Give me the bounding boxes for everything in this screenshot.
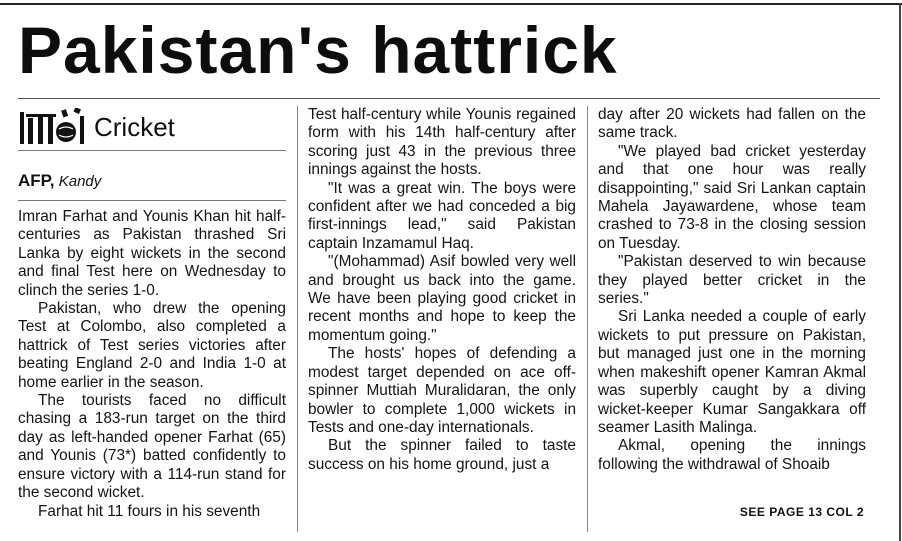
byline — [18, 170, 101, 193]
headline: Pakistan's hattrick — [18, 13, 618, 87]
byline-place: Kandy — [58, 173, 102, 190]
page-right-border — [899, 3, 901, 541]
paragraph: "Pakistan deserved to win because they played better cricket in the series." — [598, 253, 866, 308]
page-top-border — [0, 3, 902, 5]
paragraph: Farhat hit 11 fours in his seventh — [38, 502, 261, 520]
paragraph: Akmal, opening the innings following the withdrawal of Shoaib — [598, 437, 866, 473]
paragraph: "(Mohammad) Asif bowled very well and brought us back into the game. We have been playing good cricket in recent months and hope to keep the momentum going." — [308, 253, 576, 344]
section-label: Cricket — [94, 112, 175, 142]
column-divider — [587, 106, 588, 532]
paragraph: Test half-century while Younis regained form with his 14th half-century after scoring just 43 in the previous three innings against the hosts. — [308, 106, 576, 179]
paragraph: But the spinner failed to taste success on his home ground, just a — [308, 437, 576, 473]
headline-rule — [18, 98, 880, 99]
byline-rule — [18, 200, 286, 201]
byline-agency: AFP, — [18, 171, 55, 190]
cricket-stumps-icon — [18, 108, 88, 146]
paragraph: The tourists faced no difficult chasing a 183-run target on the third day as left-handed opener Farhat (65) and Younis (73*) batted confidently to ensure victory with a 114-run stand for the second wicket. — [18, 392, 286, 502]
article-column-2 — [308, 106, 576, 474]
article-column-1 — [18, 208, 286, 521]
paragraph: "It was a great win. The boys were confident after we had conceded a big first-innings lead," said Pakistan captain Inzamamul Haq. — [308, 179, 576, 252]
article-column-3 — [598, 106, 866, 474]
paragraph: Sri Lanka needed a couple of early wickets to put pressure on Pakistan, but managed just one in the morning when makeshift opener Kamran Akmal was superbly caught by a diving wicket-keeper Kumar Sangakkara off seamer Lasith Malinga. — [598, 308, 866, 436]
paragraph: day after 20 wickets had fallen on the same track. — [598, 106, 866, 142]
section-header — [18, 108, 286, 148]
paragraph: "We played bad cricket yesterday and that one hour was really disappointing," said Sri Lankan captain Mahela Jayawardene, whose team crashed to 73-8 in the closing session on Tuesday. — [598, 142, 866, 252]
section-rule — [18, 150, 286, 151]
continued-on-page: SEE PAGE 13 COL 2 — [739, 505, 864, 519]
paragraph: Imran Farhat and Younis Khan hit half-centuries as Pakistan thrashed Sri Lanka by eight wickets in the second and final Test here on Wednesday to clinch the series 1-0. — [18, 208, 286, 299]
paragraph: Pakistan, who drew the opening Test at Colombo, also completed a hattrick of Test series victories after beating England 2-0 and India 1-0 at home earlier in the season. — [18, 300, 286, 391]
paragraph: The hosts' hopes of defending a modest target depended on ace off-spinner Muttiah Muralidaran, the only bowler to complete 1,000 wickets in Tests and one-day internationals. — [308, 345, 576, 436]
column-divider — [297, 106, 298, 532]
